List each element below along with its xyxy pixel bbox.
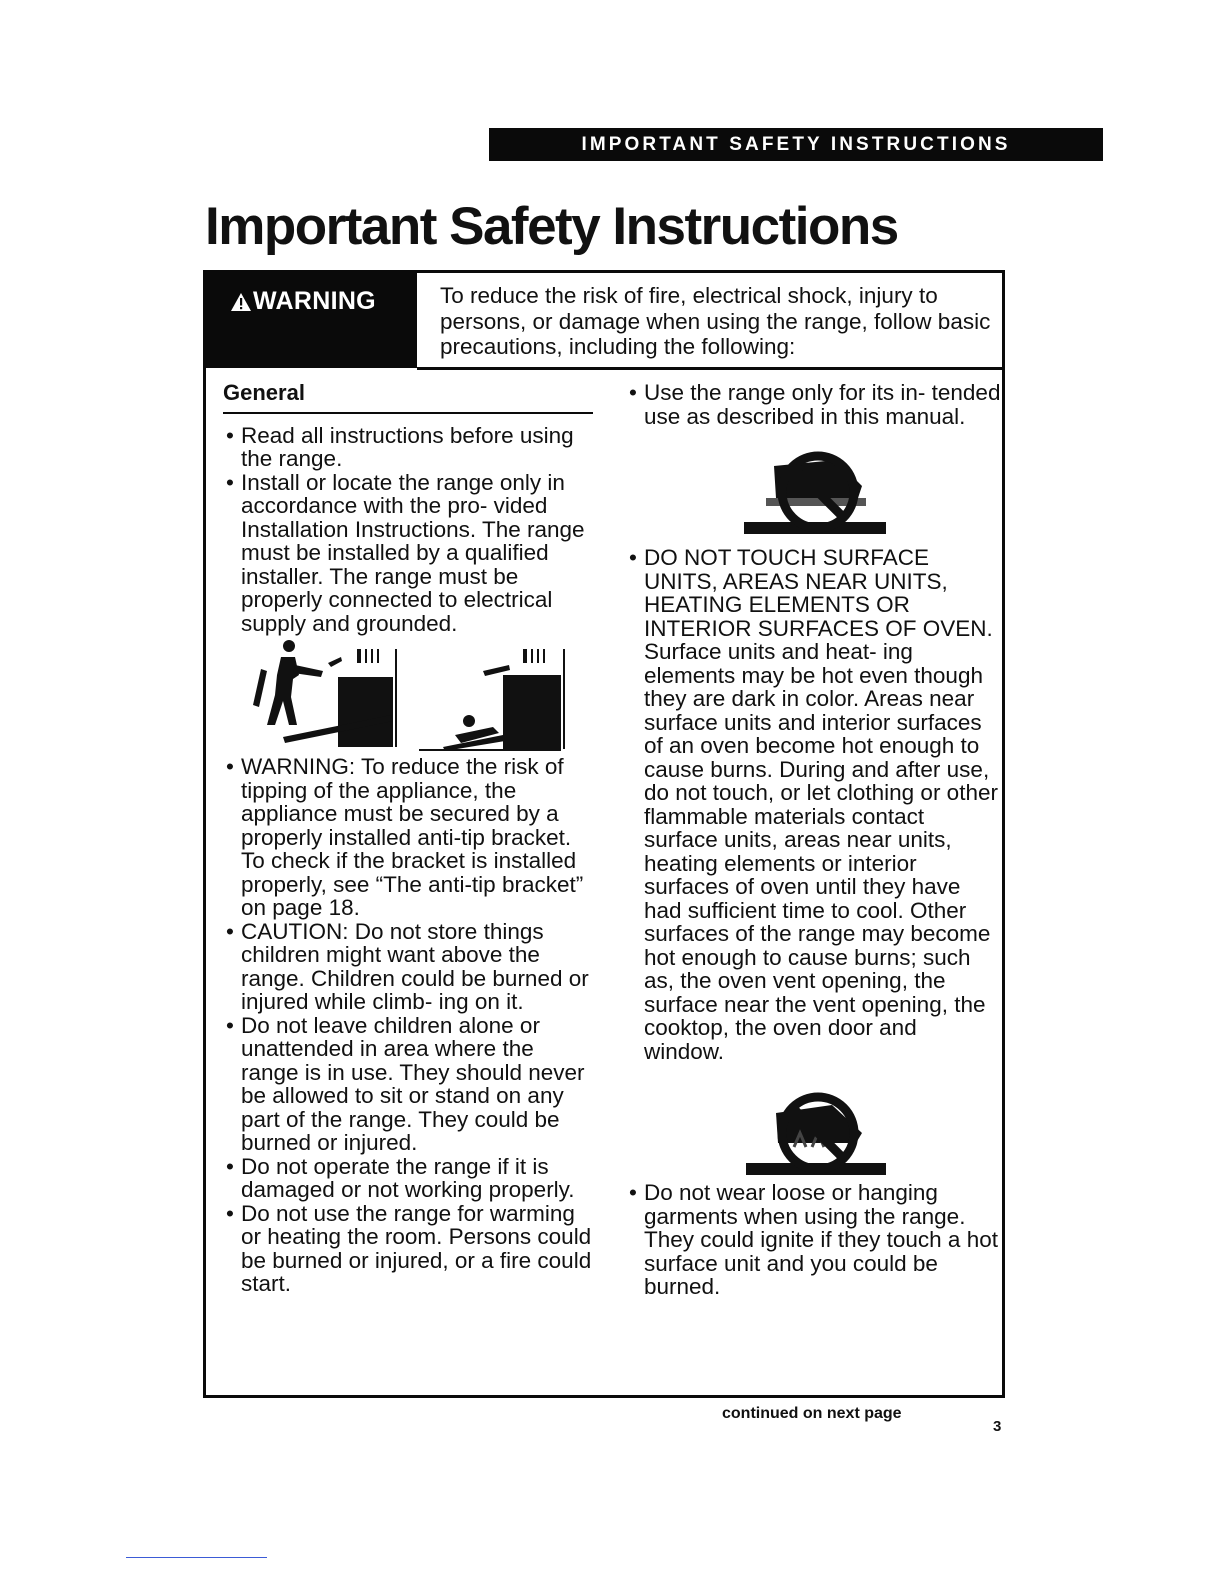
list-item: • WARNING: To reduce the risk of tipping of the appliance, the appliance must be secured by a properly installed anti-tip bracket. To check if the bracket is installed properly, see “The anti-tip bracket” on page 18. (223, 755, 595, 920)
warning-text: To reduce the risk of fire, electrical shock, injury to persons, or damage when using the range, follow basic precautions, including the following: (440, 283, 991, 359)
warning-box (206, 273, 417, 368)
list-item: • Do not use the range for warming or heating the room. Persons could be burned or injured, or a fire could start. (223, 1202, 595, 1296)
tipping-range-illustration (223, 635, 595, 755)
footer-rule (126, 1557, 267, 1558)
list-item: • DO NOT TOUCH SURFACE UNITS, AREAS NEAR UNITS, HEATING ELEMENTS OR INTERIOR SURFACES OF OVEN. Surface units and heat- ing elements may be hot even though they are dark in color. Areas near surface units and interior surfaces of an oven become hot enough to cause burns. During and after use, do not touch, or let clothing or other flammable materials contact surface units, areas near units, heating elements or interior surfaces of oven until they have had sufficient time to cool. Other surfaces of the range may become hot enough to cause burns; such as, the oven vent opening, the surface near the vent opening, the cooktop, the oven door and window. (626, 546, 1001, 1063)
list-item: • CAUTION: Do not store things children might want above the range. Children could be burned or injured while climb- ing on it. (223, 920, 595, 1014)
section-heading-general: General (223, 381, 593, 414)
list-item: • Use the range only for its in- tended use as described in this manual. (626, 381, 1001, 428)
list-item: • Do not operate the range if it is damaged or not working properly. (223, 1155, 595, 1202)
list-item: • Install or locate the range only in accordance with the pro- vided Installation Instructions. The range must be installed by a qualified installer. The range must be properly connected to electrical supply and grounded. (223, 471, 595, 636)
prohibited-hot-surface-icon (746, 1097, 886, 1175)
list-item: • Do not leave children alone or unattended in area where the range is in use. They should never be allowed to sit or stand on any part of the range. They could be burned or injured. (223, 1014, 595, 1155)
warning-divider (417, 367, 1002, 370)
child-climbing-range-icon (419, 649, 565, 751)
section-banner: IMPORTANT SAFETY INSTRUCTIONS (489, 128, 1103, 161)
left-column (223, 381, 595, 1296)
list-item: • Read all instructions before using the range. (223, 424, 595, 471)
no-misuse-illustration (626, 428, 1001, 546)
page-number: 3 (993, 1418, 1002, 1435)
safety-frame (203, 270, 1005, 1398)
right-column (626, 381, 1001, 1299)
warning-label-text: WARNING (253, 287, 376, 315)
warning-triangle-icon (230, 292, 252, 312)
prohibited-hand-icon (744, 456, 886, 534)
continued-note: continued on next page (722, 1405, 902, 1422)
no-touch-hot-surface-illustration (626, 1063, 1001, 1181)
page-title: Important Safety Instructions (205, 197, 898, 256)
warning-label (230, 287, 376, 316)
list-item: • Do not wear loose or hanging garments when using the range. They could ignite if they touch a hot surface unit and you could be burned. (626, 1181, 1001, 1299)
adult-tipping-range-icon (253, 640, 397, 747)
